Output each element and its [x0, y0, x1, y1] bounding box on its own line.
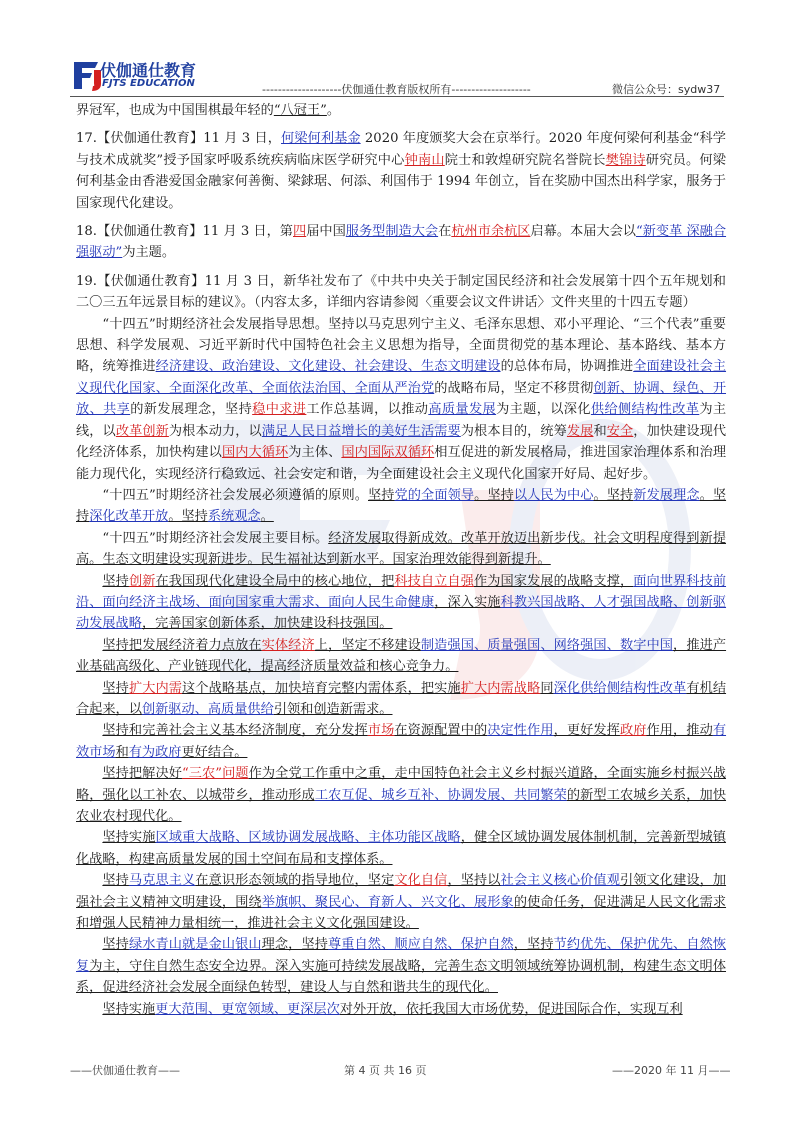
header-divider — [70, 96, 724, 97]
rural-paragraph: 坚持把解决好“三农”问题作为全党工作重中之重，走中国特色社会主义乡村振兴道路，全面实施乡村振兴战略，强化以工补农、以城带乡，推动形成工农互促、城乡互补、协调发展、共同繁荣的新型工农城乡关系，加快农业农村现代化。 — [76, 766, 727, 824]
brand-logo — [70, 56, 270, 98]
header-wechat-account: 微信公众号：sydw37 — [612, 83, 721, 96]
culture-paragraph: 坚持马克思主义在意识形态领域的指导地位，坚定文化自信，坚持以社会主义核心价值观引领文化建设，加强社会主义精神文明建设，围绕举旗帜、聚民心、育新人、兴文化、展形象的使命任务，促进满足人民文化需求和增强人民精神力量相统一，推进社会主义文化强国建设。 — [76, 873, 727, 932]
opening-up-paragraph: 坚持实施更大范围、更宽领域、更深层次对外开放，依托我国大市场优势，促进国际合作，实现互利 — [102, 1001, 683, 1017]
regional-paragraph: 坚持实施区域重大战略、区域协调发展战略、主体功能区战略，健全区域协调发展体制机制，完善新型城镇化战略，构建高质量发展的国土空间布局和支撑体系。 — [76, 830, 727, 867]
news-item-19: 19.【伏伽通仕教育】11 月 3 日，新华社发布了《中共中央关于制定国民经济和社会发展第十四个五年规划和二〇三五年远景目标的建议》。（内容太多，详细内容请参阅〈重要会议文件讲话〉文件夹里的十四五专题） — [76, 273, 726, 311]
guiding-thought-paragraph: “十四五”时期经济社会发展指导思想。坚持以马克思列宁主义、毛泽东思想、邓小平理论、“三个代表”重要思想、科学发展观、习近平新时代中国特色社会主义思想为指导，全面贯彻党的基本理论、基本路线、基本方略，统筹推进经济建设、政治建设、文化建设、社会建设、生态文明建设的总体布局，协调推进全面建设社会主义现代化国家、全面深化改革、全面依法治国、全面从严治党的战略布局，坚定不移贯彻创新、协调、绿色、开放、共享的新发展理念，坚持稳中求进工作总基调，以推动高质量发展为主题，以深化供给侧结构性改革为主线，以改革创新为根本动力，以满足人民日益增长的美好生活需要为根本目的，统筹发展和安全，加快建设现代化经济体系，加快构建以国内大循环为主体、国内国际双循环相互促进的新发展格局，推进国家治理体系和治理能力现代化，实现经济行稳致远、社会安定和谐，为全面建设社会主义现代化国家开好局、起好步。 — [76, 316, 727, 482]
logo-chinese-name: 伏伽通仕教育 — [100, 61, 197, 80]
targets-paragraph: “十四五”时期经济社会发展主要目标。经济发展取得新成效。改革开放迈出新步伐。社会文明程度得到新提高。生态文明建设实现新进步。民生福祉达到新水平。国家治理效能得到新提升。 — [76, 530, 727, 568]
fjts-logo-icon — [70, 58, 104, 92]
news-item-17: 17.【伏伽通仕教育】11 月 3 日，何梁何利基金 2020 年度颁奖大会在京举行。2020 年度何梁何利基金“科学与技术成就奖”授予国家呼吸系统疾病临床医学研究中心钟南山院士和敦煌研究院名誉院长樊锦诗研究员。何梁何利基金由香港爱国金融家何善衡、梁銶琚、何添、利国伟于 1994 年创立，旨在奖励中国杰出科学家，服务于国家现代化建设。 — [76, 131, 726, 211]
footer-date: ——2020 年 11 月—— — [612, 1064, 731, 1077]
ecology-paragraph: 坚持绿水青山就是金山银山理念，坚持尊重自然、顺应自然、保护自然，坚持节约优先、保护优先、自然恢复为主，守住自然生态安全边界。深入实施可持续发展战略，完善生态文明领域统筹协调机制，构建生态文明体系，促进经济社会发展全面绿色转型，建设人与自然和谐共生的现代化。 — [76, 937, 727, 996]
real-economy-paragraph: 坚持把发展经济着力点放在实体经济上，坚定不移建设制造强国、质量强国、网络强国、数字中国，推进产业基础高级化、产业链现代化，提高经济质量效益和核心竞争力。 — [76, 637, 727, 675]
domestic-demand-paragraph: 坚持扩大内需这个战略基点，加快培育完整内需体系，把实施扩大内需战略同深化供给侧结构性改革有机结合起来，以创新驱动、高质量供给引领和创造新需求。 — [76, 680, 727, 717]
principles-paragraph: “十四五”时期经济社会发展必须遵循的原则。坚持党的全面领导。坚持以人民为中心。坚持新发展理念。坚持深化改革开放。坚持系统观念。 — [76, 487, 727, 525]
innovation-paragraph: 坚持创新在我国现代化建设全局中的核心地位，把科技自立自强作为国家发展的战略支撑，面向世界科技前沿、面向经济主战场、面向国家重大需求、面向人民生命健康，深入实施科教兴国战略、人才强国战略、创新驱动发展战略，完善国家创新体系，加快建设科技强国。 — [76, 573, 727, 632]
market-paragraph: 坚持和完善社会主义基本经济制度，充分发挥市场在资源配置中的决定性作用，更好发挥政府作用，推动有效市场和有为政府更好结合。 — [76, 723, 727, 760]
paragraph-continuation: 界冠军，也成为中国围棋最年轻的“八冠王”。 — [76, 103, 341, 118]
page-number: 第 4 页 共 16 页 — [344, 1064, 427, 1077]
document-body — [76, 100, 726, 1020]
logo-english-name: FJTS EDUCATION — [102, 78, 195, 89]
header-copyright: --------------------伏伽通仕教育版权所有-------------------- — [262, 83, 531, 96]
news-item-18: 18.【伏伽通仕教育】11 月 3 日，第四届中国服务型制造大会在杭州市余杭区启幕。本届大会以“新变革 深融合 强驱动”为主题。 — [76, 224, 727, 261]
footer-brand: ——伏伽通仕教育—— — [70, 1064, 180, 1077]
